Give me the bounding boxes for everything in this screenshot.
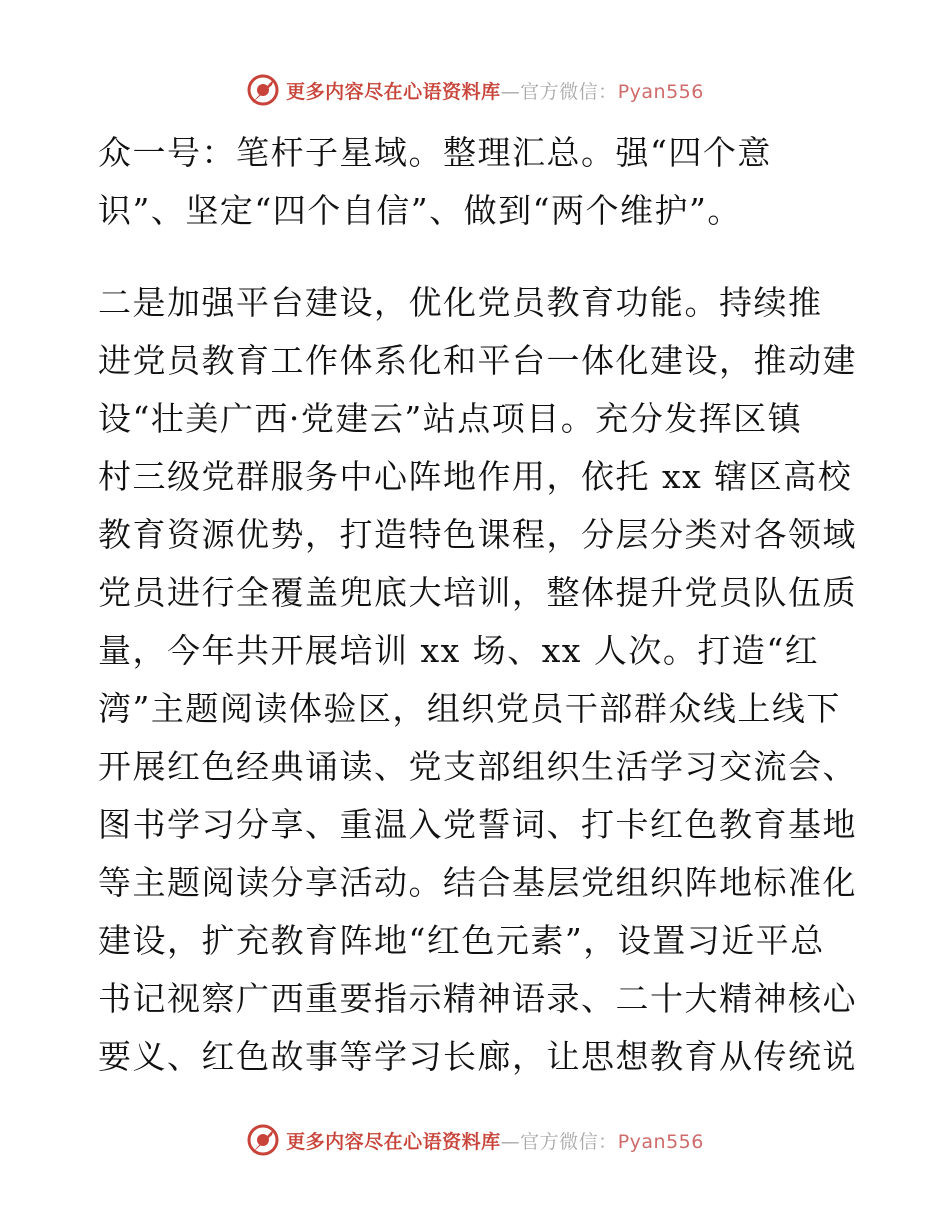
text-line: 等主题阅读分享活动。结合基层党组织阵地标准化 xyxy=(98,863,857,902)
text-line: 开展红色经典诵读、党支部组织生活学习交流会、 xyxy=(98,747,857,786)
text-line: 建设，扩充教育阵地“红色元素”，设置习近平总 xyxy=(98,921,825,960)
banner-wechat-label: 官方微信： xyxy=(520,1130,618,1153)
footer-banner xyxy=(0,1120,950,1160)
banner-site-name: 更多内容尽在心语资料库 xyxy=(286,1130,501,1153)
banner-wechat-id: Pyan556 xyxy=(617,80,704,103)
text-line: 要义、红色故事等学习长廊，让思想教育从传统说 xyxy=(98,1037,857,1076)
text-line: 设“壮美广西·党建云”站点项目。充分发挥区镇 xyxy=(98,399,803,438)
text-line: 湾”主题阅读体验区，组织党员干部群众线上线下 xyxy=(98,689,841,728)
text-line: 二是加强平台建设，优化党员教育功能。持续推 xyxy=(98,283,823,322)
text-line: 图书学习分享、重温入党誓词、打卡红色教育基地 xyxy=(98,805,857,844)
banner-dash: — xyxy=(500,1130,521,1153)
paragraph-2 xyxy=(98,274,858,1086)
header-banner xyxy=(0,70,950,110)
document-body xyxy=(98,124,858,1086)
paragraph-1 xyxy=(98,124,858,240)
text-line: 村三级党群服务中心阵地作用，依托 xx 辖区高校 xyxy=(98,457,853,496)
text-line: 量，今年共开展培训 xx 场、xx 人次。打造“红 xyxy=(98,631,820,670)
text-line: 识”、坚定“四个自信”、做到“两个维护”。 xyxy=(98,191,742,230)
banner-dash: — xyxy=(500,80,521,103)
text-line: 党员进行全覆盖兜底大培训，整体提升党员队伍质 xyxy=(98,573,857,612)
text-line: 进党员教育工作体系化和平台一体化建设，推动建 xyxy=(98,341,857,380)
banner-text xyxy=(286,1127,704,1154)
pen-logo-icon xyxy=(246,1123,280,1157)
banner-text xyxy=(286,77,704,104)
text-line: 众一号：笔杆子星域。整理汇总。强“四个意 xyxy=(98,133,772,172)
text-line: 书记视察广西重要指示精神语录、二十大精神核心 xyxy=(98,979,857,1018)
pen-logo-icon xyxy=(246,73,280,107)
banner-wechat-id: Pyan556 xyxy=(617,1130,704,1153)
banner-site-name: 更多内容尽在心语资料库 xyxy=(286,80,501,103)
text-line: 教育资源优势，打造特色课程，分层分类对各领域 xyxy=(98,515,857,554)
banner-wechat-label: 官方微信： xyxy=(520,80,618,103)
